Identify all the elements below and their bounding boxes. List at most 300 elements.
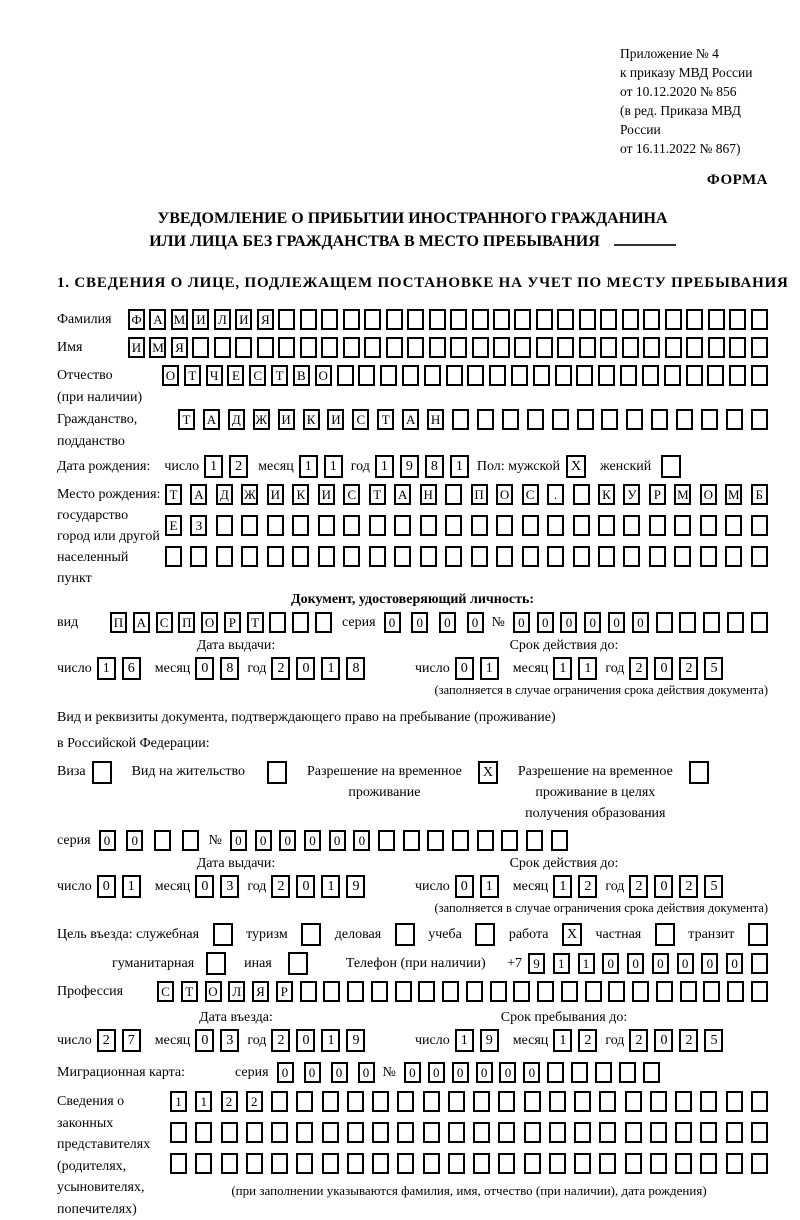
char-cell[interactable] bbox=[452, 409, 469, 430]
char-cell[interactable] bbox=[395, 981, 412, 1002]
char-cell[interactable] bbox=[154, 830, 171, 851]
char-cell[interactable]: М bbox=[149, 337, 166, 358]
char-cell[interactable]: 2 bbox=[97, 1029, 116, 1052]
char-cell[interactable]: Р bbox=[649, 484, 666, 505]
char-cell[interactable]: О bbox=[496, 484, 513, 505]
char-cell[interactable]: У bbox=[623, 484, 640, 505]
char-cell[interactable] bbox=[246, 1122, 263, 1143]
char-cell[interactable] bbox=[703, 612, 720, 633]
char-cell[interactable]: 0 bbox=[304, 1062, 321, 1083]
char-cell[interactable] bbox=[675, 1122, 692, 1143]
char-cell[interactable] bbox=[358, 365, 375, 386]
char-cell[interactable] bbox=[533, 365, 550, 386]
char-cell[interactable] bbox=[751, 1153, 768, 1174]
char-cell[interactable]: 0 bbox=[726, 953, 743, 974]
char-cell[interactable]: 8 bbox=[346, 657, 365, 680]
char-cell[interactable] bbox=[727, 981, 744, 1002]
char-cell[interactable]: 1 bbox=[553, 953, 570, 974]
char-cell[interactable] bbox=[599, 1091, 616, 1112]
char-cell[interactable] bbox=[524, 1153, 541, 1174]
char-cell[interactable]: С bbox=[522, 484, 539, 505]
char-cell[interactable] bbox=[626, 409, 643, 430]
char-cell[interactable] bbox=[703, 981, 720, 1002]
char-cell[interactable] bbox=[574, 1122, 591, 1143]
char-cell[interactable]: 0 bbox=[452, 1062, 469, 1083]
char-cell[interactable] bbox=[489, 365, 506, 386]
char-cell[interactable] bbox=[241, 546, 258, 567]
char-cell[interactable] bbox=[165, 546, 182, 567]
char-cell[interactable] bbox=[190, 546, 207, 567]
char-cell[interactable]: И bbox=[318, 484, 335, 505]
char-cell[interactable]: 0 bbox=[428, 1062, 445, 1083]
char-cell[interactable] bbox=[394, 546, 411, 567]
char-cell[interactable]: П bbox=[178, 612, 195, 633]
char-cell[interactable]: И bbox=[327, 409, 344, 430]
char-cell[interactable] bbox=[296, 1091, 313, 1112]
char-cell[interactable]: 1 bbox=[455, 1029, 474, 1052]
char-cell[interactable]: 0 bbox=[537, 612, 554, 633]
char-cell[interactable]: О bbox=[700, 484, 717, 505]
char-cell[interactable] bbox=[574, 1091, 591, 1112]
char-cell[interactable] bbox=[656, 981, 673, 1002]
char-cell[interactable]: 0 bbox=[230, 830, 247, 851]
char-cell[interactable] bbox=[292, 546, 309, 567]
char-cell[interactable] bbox=[372, 1122, 389, 1143]
char-cell[interactable] bbox=[574, 1153, 591, 1174]
char-cell[interactable]: Т bbox=[184, 365, 201, 386]
char-cell[interactable]: Д bbox=[228, 409, 245, 430]
char-cell[interactable] bbox=[322, 1091, 339, 1112]
char-cell[interactable] bbox=[477, 830, 494, 851]
char-cell[interactable]: 0 bbox=[329, 830, 346, 851]
char-cell[interactable] bbox=[498, 1122, 515, 1143]
char-cell[interactable]: 1 bbox=[204, 455, 223, 478]
char-cell[interactable]: И bbox=[235, 309, 252, 330]
char-cell[interactable] bbox=[524, 1122, 541, 1143]
char-cell[interactable]: 0 bbox=[411, 612, 428, 633]
char-cell[interactable] bbox=[649, 515, 666, 536]
char-cell[interactable]: 2 bbox=[679, 657, 698, 680]
char-cell[interactable]: 2 bbox=[229, 455, 248, 478]
char-cell[interactable] bbox=[619, 1062, 636, 1083]
char-cell[interactable] bbox=[424, 365, 441, 386]
char-cell[interactable] bbox=[235, 337, 252, 358]
char-cell[interactable]: Т bbox=[377, 409, 394, 430]
char-cell[interactable] bbox=[549, 1153, 566, 1174]
char-cell[interactable] bbox=[552, 409, 569, 430]
char-cell[interactable]: 0 bbox=[701, 953, 718, 974]
char-cell[interactable] bbox=[643, 309, 660, 330]
char-cell[interactable] bbox=[726, 1122, 743, 1143]
char-cell[interactable]: Т bbox=[247, 612, 264, 633]
char-cell[interactable]: Т bbox=[165, 484, 182, 505]
char-cell[interactable] bbox=[386, 337, 403, 358]
char-cell[interactable]: А bbox=[203, 409, 220, 430]
char-cell[interactable]: 0 bbox=[353, 830, 370, 851]
char-cell[interactable] bbox=[300, 981, 317, 1002]
char-cell[interactable] bbox=[598, 365, 615, 386]
char-cell[interactable] bbox=[623, 515, 640, 536]
char-cell[interactable]: Я bbox=[252, 981, 269, 1002]
char-cell[interactable] bbox=[726, 1153, 743, 1174]
char-cell[interactable] bbox=[471, 515, 488, 536]
char-cell[interactable] bbox=[498, 1153, 515, 1174]
char-cell[interactable]: И bbox=[267, 484, 284, 505]
char-cell[interactable] bbox=[292, 612, 309, 633]
char-cell[interactable] bbox=[429, 309, 446, 330]
char-cell[interactable] bbox=[267, 546, 284, 567]
char-cell[interactable]: 8 bbox=[220, 657, 239, 680]
char-cell[interactable]: 0 bbox=[404, 1062, 421, 1083]
char-cell[interactable]: Ж bbox=[253, 409, 270, 430]
char-cell[interactable]: 0 bbox=[523, 1062, 540, 1083]
char-cell[interactable]: Е bbox=[227, 365, 244, 386]
char-cell[interactable]: А bbox=[190, 484, 207, 505]
char-cell[interactable] bbox=[598, 546, 615, 567]
char-cell[interactable]: 9 bbox=[346, 1029, 365, 1052]
char-cell[interactable] bbox=[549, 1122, 566, 1143]
char-cell[interactable]: 0 bbox=[499, 1062, 516, 1083]
char-cell[interactable]: Ж bbox=[241, 484, 258, 505]
char-cell[interactable] bbox=[214, 337, 231, 358]
char-cell[interactable] bbox=[524, 1091, 541, 1112]
char-cell[interactable] bbox=[686, 309, 703, 330]
char-cell[interactable] bbox=[751, 981, 768, 1002]
char-cell[interactable]: А bbox=[133, 612, 150, 633]
char-cell[interactable] bbox=[473, 1091, 490, 1112]
char-cell[interactable] bbox=[216, 515, 233, 536]
char-cell[interactable]: 2 bbox=[271, 1029, 290, 1052]
char-cell[interactable] bbox=[625, 1153, 642, 1174]
char-cell[interactable]: 9 bbox=[346, 875, 365, 898]
char-cell[interactable] bbox=[364, 309, 381, 330]
char-cell[interactable]: 0 bbox=[627, 953, 644, 974]
checkbox-cell[interactable] bbox=[655, 923, 675, 946]
char-cell[interactable]: С bbox=[157, 981, 174, 1002]
char-cell[interactable]: О bbox=[315, 365, 332, 386]
char-cell[interactable]: 1 bbox=[480, 657, 499, 680]
char-cell[interactable] bbox=[700, 515, 717, 536]
char-cell[interactable] bbox=[665, 337, 682, 358]
char-cell[interactable] bbox=[656, 612, 673, 633]
char-cell[interactable] bbox=[579, 309, 596, 330]
char-cell[interactable]: 2 bbox=[629, 657, 648, 680]
char-cell[interactable]: 3 bbox=[220, 875, 239, 898]
char-cell[interactable]: З bbox=[190, 515, 207, 536]
char-cell[interactable] bbox=[751, 953, 768, 974]
char-cell[interactable]: 8 bbox=[425, 455, 444, 478]
char-cell[interactable]: 0 bbox=[476, 1062, 493, 1083]
char-cell[interactable] bbox=[701, 409, 718, 430]
char-cell[interactable] bbox=[195, 1122, 212, 1143]
char-cell[interactable]: 1 bbox=[170, 1091, 187, 1112]
char-cell[interactable] bbox=[571, 1062, 588, 1083]
char-cell[interactable] bbox=[642, 365, 659, 386]
char-cell[interactable] bbox=[369, 546, 386, 567]
char-cell[interactable]: А bbox=[149, 309, 166, 330]
char-cell[interactable]: 9 bbox=[480, 1029, 499, 1052]
char-cell[interactable] bbox=[522, 546, 539, 567]
char-cell[interactable] bbox=[343, 337, 360, 358]
char-cell[interactable] bbox=[573, 546, 590, 567]
char-cell[interactable] bbox=[729, 309, 746, 330]
char-cell[interactable]: 0 bbox=[126, 830, 143, 851]
char-cell[interactable] bbox=[493, 309, 510, 330]
char-cell[interactable] bbox=[511, 365, 528, 386]
char-cell[interactable] bbox=[665, 309, 682, 330]
char-cell[interactable] bbox=[707, 365, 724, 386]
char-cell[interactable] bbox=[599, 1122, 616, 1143]
char-cell[interactable]: А bbox=[394, 484, 411, 505]
checkbox-cell[interactable] bbox=[395, 923, 415, 946]
char-cell[interactable] bbox=[700, 1091, 717, 1112]
char-cell[interactable] bbox=[170, 1153, 187, 1174]
char-cell[interactable] bbox=[751, 546, 768, 567]
char-cell[interactable]: Р bbox=[224, 612, 241, 633]
char-cell[interactable] bbox=[547, 1062, 564, 1083]
char-cell[interactable]: 1 bbox=[553, 875, 572, 898]
char-cell[interactable]: О bbox=[201, 612, 218, 633]
char-cell[interactable]: 1 bbox=[321, 657, 340, 680]
char-cell[interactable] bbox=[700, 546, 717, 567]
char-cell[interactable]: 0 bbox=[296, 875, 315, 898]
char-cell[interactable] bbox=[407, 309, 424, 330]
char-cell[interactable]: 1 bbox=[578, 657, 597, 680]
char-cell[interactable]: 1 bbox=[122, 875, 141, 898]
char-cell[interactable]: 5 bbox=[704, 657, 723, 680]
char-cell[interactable] bbox=[620, 365, 637, 386]
char-cell[interactable] bbox=[675, 1153, 692, 1174]
char-cell[interactable]: 2 bbox=[679, 1029, 698, 1052]
char-cell[interactable] bbox=[267, 515, 284, 536]
char-cell[interactable] bbox=[751, 612, 768, 633]
char-cell[interactable] bbox=[450, 337, 467, 358]
char-cell[interactable] bbox=[537, 981, 554, 1002]
char-cell[interactable] bbox=[423, 1091, 440, 1112]
char-cell[interactable] bbox=[257, 337, 274, 358]
char-cell[interactable]: 0 bbox=[304, 830, 321, 851]
char-cell[interactable]: 0 bbox=[632, 612, 649, 633]
char-cell[interactable] bbox=[751, 309, 768, 330]
char-cell[interactable] bbox=[650, 1153, 667, 1174]
char-cell[interactable] bbox=[318, 546, 335, 567]
char-cell[interactable] bbox=[708, 309, 725, 330]
char-cell[interactable] bbox=[450, 309, 467, 330]
char-cell[interactable]: 0 bbox=[652, 953, 669, 974]
char-cell[interactable] bbox=[536, 309, 553, 330]
char-cell[interactable] bbox=[674, 546, 691, 567]
char-cell[interactable]: Е bbox=[165, 515, 182, 536]
char-cell[interactable]: 0 bbox=[195, 657, 214, 680]
char-cell[interactable] bbox=[170, 1122, 187, 1143]
char-cell[interactable] bbox=[751, 409, 768, 430]
char-cell[interactable] bbox=[493, 337, 510, 358]
checkbox-cell[interactable] bbox=[661, 455, 681, 478]
checkbox-cell[interactable]: X bbox=[566, 455, 586, 478]
char-cell[interactable] bbox=[700, 1122, 717, 1143]
char-cell[interactable] bbox=[221, 1122, 238, 1143]
char-cell[interactable] bbox=[403, 830, 420, 851]
char-cell[interactable]: К bbox=[598, 484, 615, 505]
char-cell[interactable] bbox=[573, 484, 590, 505]
char-cell[interactable]: И bbox=[278, 409, 295, 430]
char-cell[interactable]: С bbox=[343, 484, 360, 505]
char-cell[interactable]: 3 bbox=[220, 1029, 239, 1052]
char-cell[interactable] bbox=[467, 365, 484, 386]
char-cell[interactable] bbox=[452, 830, 469, 851]
char-cell[interactable]: Л bbox=[228, 981, 245, 1002]
char-cell[interactable]: 0 bbox=[455, 875, 474, 898]
char-cell[interactable]: 2 bbox=[271, 657, 290, 680]
char-cell[interactable] bbox=[343, 546, 360, 567]
char-cell[interactable] bbox=[420, 515, 437, 536]
char-cell[interactable] bbox=[573, 515, 590, 536]
checkbox-cell[interactable] bbox=[267, 761, 287, 784]
char-cell[interactable] bbox=[729, 365, 746, 386]
char-cell[interactable] bbox=[397, 1091, 414, 1112]
char-cell[interactable] bbox=[372, 1153, 389, 1174]
char-cell[interactable] bbox=[466, 981, 483, 1002]
char-cell[interactable] bbox=[625, 1122, 642, 1143]
char-cell[interactable]: Т bbox=[369, 484, 386, 505]
checkbox-cell[interactable]: X bbox=[478, 761, 498, 784]
char-cell[interactable]: 0 bbox=[513, 612, 530, 633]
char-cell[interactable]: 2 bbox=[578, 1029, 597, 1052]
char-cell[interactable]: Ф bbox=[128, 309, 145, 330]
char-cell[interactable]: 1 bbox=[578, 953, 595, 974]
char-cell[interactable] bbox=[751, 1091, 768, 1112]
char-cell[interactable]: Б bbox=[751, 484, 768, 505]
char-cell[interactable] bbox=[675, 1091, 692, 1112]
char-cell[interactable] bbox=[420, 546, 437, 567]
char-cell[interactable]: П bbox=[110, 612, 127, 633]
char-cell[interactable]: 2 bbox=[679, 875, 698, 898]
char-cell[interactable] bbox=[551, 830, 568, 851]
char-cell[interactable] bbox=[448, 1122, 465, 1143]
char-cell[interactable] bbox=[625, 1091, 642, 1112]
char-cell[interactable] bbox=[725, 546, 742, 567]
checkbox-cell[interactable] bbox=[689, 761, 709, 784]
char-cell[interactable]: К bbox=[292, 484, 309, 505]
char-cell[interactable] bbox=[496, 546, 513, 567]
char-cell[interactable] bbox=[271, 1122, 288, 1143]
char-cell[interactable] bbox=[585, 981, 602, 1002]
char-cell[interactable] bbox=[676, 409, 693, 430]
char-cell[interactable] bbox=[315, 612, 332, 633]
char-cell[interactable]: 2 bbox=[221, 1091, 238, 1112]
char-cell[interactable] bbox=[679, 612, 696, 633]
checkbox-cell[interactable] bbox=[301, 923, 321, 946]
char-cell[interactable] bbox=[598, 515, 615, 536]
char-cell[interactable] bbox=[549, 1091, 566, 1112]
char-cell[interactable]: 1 bbox=[480, 875, 499, 898]
char-cell[interactable] bbox=[595, 1062, 612, 1083]
char-cell[interactable] bbox=[427, 830, 444, 851]
char-cell[interactable]: С bbox=[249, 365, 266, 386]
char-cell[interactable] bbox=[496, 515, 513, 536]
char-cell[interactable] bbox=[536, 337, 553, 358]
char-cell[interactable] bbox=[371, 981, 388, 1002]
char-cell[interactable]: Т bbox=[178, 409, 195, 430]
char-cell[interactable] bbox=[347, 1153, 364, 1174]
char-cell[interactable]: 1 bbox=[321, 875, 340, 898]
checkbox-cell[interactable] bbox=[206, 952, 226, 975]
char-cell[interactable]: 5 bbox=[704, 875, 723, 898]
char-cell[interactable]: И bbox=[128, 337, 145, 358]
char-cell[interactable]: 1 bbox=[553, 1029, 572, 1052]
char-cell[interactable]: М bbox=[725, 484, 742, 505]
char-cell[interactable] bbox=[599, 1153, 616, 1174]
char-cell[interactable] bbox=[726, 409, 743, 430]
char-cell[interactable]: Р bbox=[276, 981, 293, 1002]
char-cell[interactable] bbox=[473, 1122, 490, 1143]
char-cell[interactable]: Т bbox=[181, 981, 198, 1002]
char-cell[interactable] bbox=[751, 1122, 768, 1143]
char-cell[interactable] bbox=[192, 337, 209, 358]
char-cell[interactable] bbox=[423, 1153, 440, 1174]
char-cell[interactable] bbox=[347, 981, 364, 1002]
char-cell[interactable] bbox=[726, 1091, 743, 1112]
char-cell[interactable] bbox=[751, 337, 768, 358]
char-cell[interactable] bbox=[547, 515, 564, 536]
char-cell[interactable]: 0 bbox=[277, 1062, 294, 1083]
char-cell[interactable]: 1 bbox=[324, 455, 343, 478]
char-cell[interactable] bbox=[397, 1153, 414, 1174]
char-cell[interactable] bbox=[700, 1153, 717, 1174]
checkbox-cell[interactable] bbox=[213, 923, 233, 946]
char-cell[interactable] bbox=[445, 515, 462, 536]
char-cell[interactable]: 0 bbox=[654, 657, 673, 680]
char-cell[interactable] bbox=[729, 337, 746, 358]
char-cell[interactable]: 0 bbox=[439, 612, 456, 633]
char-cell[interactable] bbox=[664, 365, 681, 386]
char-cell[interactable] bbox=[579, 337, 596, 358]
char-cell[interactable] bbox=[725, 515, 742, 536]
char-cell[interactable]: 0 bbox=[99, 830, 116, 851]
char-cell[interactable] bbox=[394, 515, 411, 536]
char-cell[interactable]: 0 bbox=[677, 953, 694, 974]
checkbox-cell[interactable] bbox=[748, 923, 768, 946]
char-cell[interactable]: 0 bbox=[654, 1029, 673, 1052]
char-cell[interactable] bbox=[522, 515, 539, 536]
char-cell[interactable]: В bbox=[293, 365, 310, 386]
char-cell[interactable]: 2 bbox=[578, 875, 597, 898]
char-cell[interactable] bbox=[477, 409, 494, 430]
char-cell[interactable] bbox=[322, 1122, 339, 1143]
char-cell[interactable]: 2 bbox=[629, 875, 648, 898]
char-cell[interactable] bbox=[501, 830, 518, 851]
char-cell[interactable] bbox=[337, 365, 354, 386]
char-cell[interactable] bbox=[650, 1122, 667, 1143]
char-cell[interactable] bbox=[448, 1153, 465, 1174]
char-cell[interactable] bbox=[576, 365, 593, 386]
char-cell[interactable] bbox=[372, 1091, 389, 1112]
char-cell[interactable] bbox=[195, 1153, 212, 1174]
char-cell[interactable]: Д bbox=[216, 484, 233, 505]
char-cell[interactable] bbox=[547, 546, 564, 567]
char-cell[interactable] bbox=[221, 1153, 238, 1174]
char-cell[interactable] bbox=[632, 981, 649, 1002]
char-cell[interactable]: 0 bbox=[467, 612, 484, 633]
char-cell[interactable] bbox=[402, 365, 419, 386]
char-cell[interactable] bbox=[241, 515, 258, 536]
char-cell[interactable] bbox=[622, 309, 639, 330]
char-cell[interactable] bbox=[649, 546, 666, 567]
char-cell[interactable]: 0 bbox=[608, 612, 625, 633]
char-cell[interactable]: С bbox=[156, 612, 173, 633]
char-cell[interactable] bbox=[343, 309, 360, 330]
char-cell[interactable]: С bbox=[352, 409, 369, 430]
